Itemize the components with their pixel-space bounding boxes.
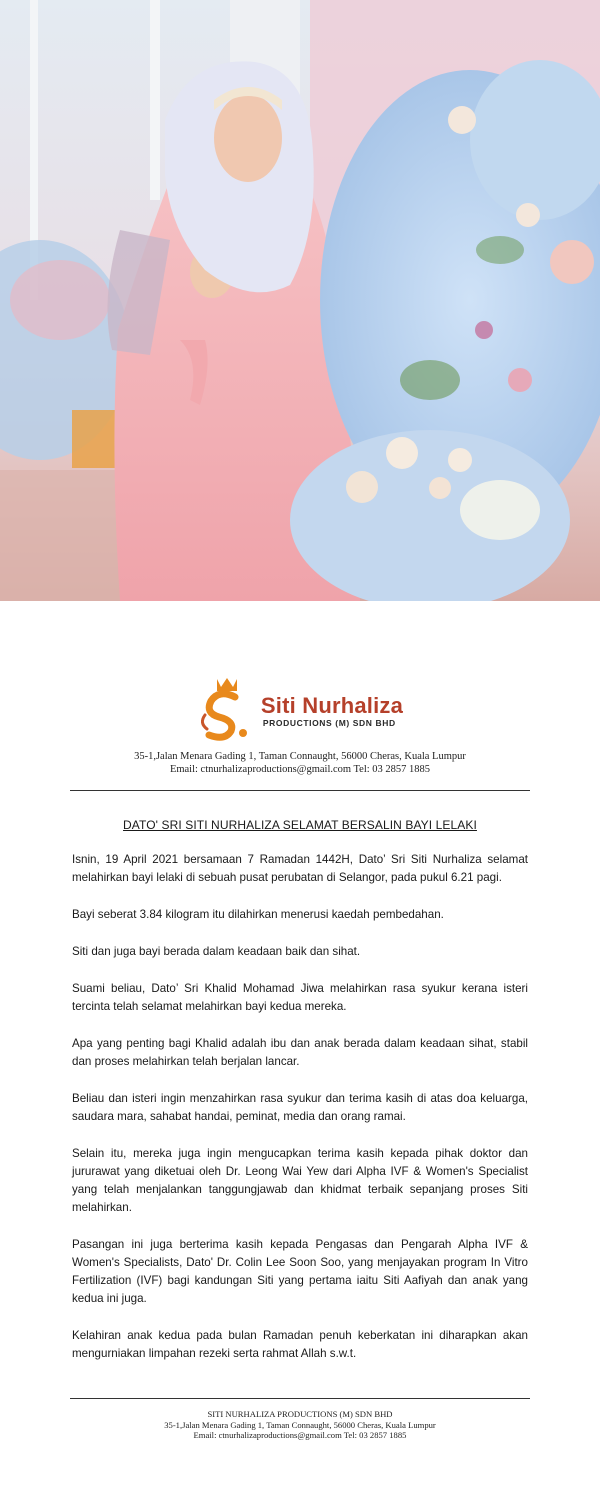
statement-headline: DATO' SRI SITI NURHALIZA SELAMAT BERSALIN BAYI LELAKI [123, 818, 477, 832]
footer [70, 1409, 530, 1441]
paragraph: Beliau dan isteri ingin menzahirkan rasa syukur dan terima kasih di atas doa keluarga, saudara mara, sahabat handai, peminat, media dan orang ramai. [72, 1092, 528, 1123]
hero-photo [0, 0, 600, 601]
footer-address: 35-1,Jalan Menara Gading 1, Taman Connaught, 56000 Cheras, Kuala Lumpur [164, 1419, 436, 1430]
footer-company: SITI NURHALIZA PRODUCTIONS (M) SDN BHD [207, 1409, 393, 1419]
siti-nurhaliza-crown-logo-icon [197, 675, 257, 747]
company-logo [70, 672, 530, 750]
paragraph: Bayi seberat 3.84 kilogram itu dilahirkan menerusi kaedah pembedahan. [72, 908, 444, 921]
letterhead-contact: Email: ctnurhalizaproductions@gmail.com Tel: 03 2857 1885 [169, 764, 431, 775]
portrait-illustration [0, 0, 600, 601]
paragraph: Suami beliau, Dato’ Sri Khalid Mohamad Jiwa melahirkan rasa syukur kerana isteri tercinta telah selamat melahirkan bayi kedua mereka. [72, 982, 528, 1013]
paragraph: Kelahiran anak kedua pada bulan Ramadan penuh keberkatan ini diharapkan akan mengurniakan limpahan rezeki serta rahmat Allah s.w.t. [72, 1329, 528, 1360]
paragraph: Siti dan juga bayi berada dalam keadaan baik dan sihat. [72, 945, 361, 958]
letterhead [70, 672, 530, 776]
logo-company-suffix: PRODUCTIONS (M) SDN BHD [262, 718, 396, 728]
paragraph: Isnin, 19 April 2021 bersamaan 7 Ramadan 1442H, Dato’ Sri Siti Nurhaliza selamat melahirkan bayi lelaki di sebuah pusat perubatan di Selangor, pada pukul 6.21 pagi. [72, 853, 528, 884]
footer-contact: Email: ctnurhalizaproductions@gmail.com Tel: 03 2857 1885 [193, 1430, 407, 1440]
letterhead-address: 35-1,Jalan Menara Gading 1, Taman Connaught, 56000 Cheras, Kuala Lumpur [134, 751, 466, 762]
footer-divider [70, 1398, 530, 1399]
statement-body [72, 851, 528, 1382]
paragraph: Pasangan ini juga berterima kasih kepada Pengasas dan Pengarah Alpha IVF & Women's Specialists, Dato' Dr. Colin Lee Soon Soo, yang menjayakan program In Vitro Fertilization (IVF) bagi kandungan Siti yang pertama iaitu Siti Aafiyah dan anak yang kedua ini juga. [72, 1238, 528, 1305]
paragraph: Selain itu, mereka juga ingin mengucapkan terima kasih kepada pihak doktor dan jururawat yang diketuai oleh Dr. Leong Wai Yew dari Alpha IVF & Women's Specialist yang telah menjalankan tanggungjawab dan khidmat terbaik sepanjang proses Siti melahirkan. [72, 1147, 528, 1214]
paragraph: Apa yang penting bagi Khalid adalah ibu dan anak berada dalam keadaan sihat, stabil dan proses melahirkan telah berjalan lancar. [72, 1037, 528, 1068]
logo-brand-name: Siti Nurhaliza [260, 693, 404, 718]
header-divider [70, 790, 530, 791]
